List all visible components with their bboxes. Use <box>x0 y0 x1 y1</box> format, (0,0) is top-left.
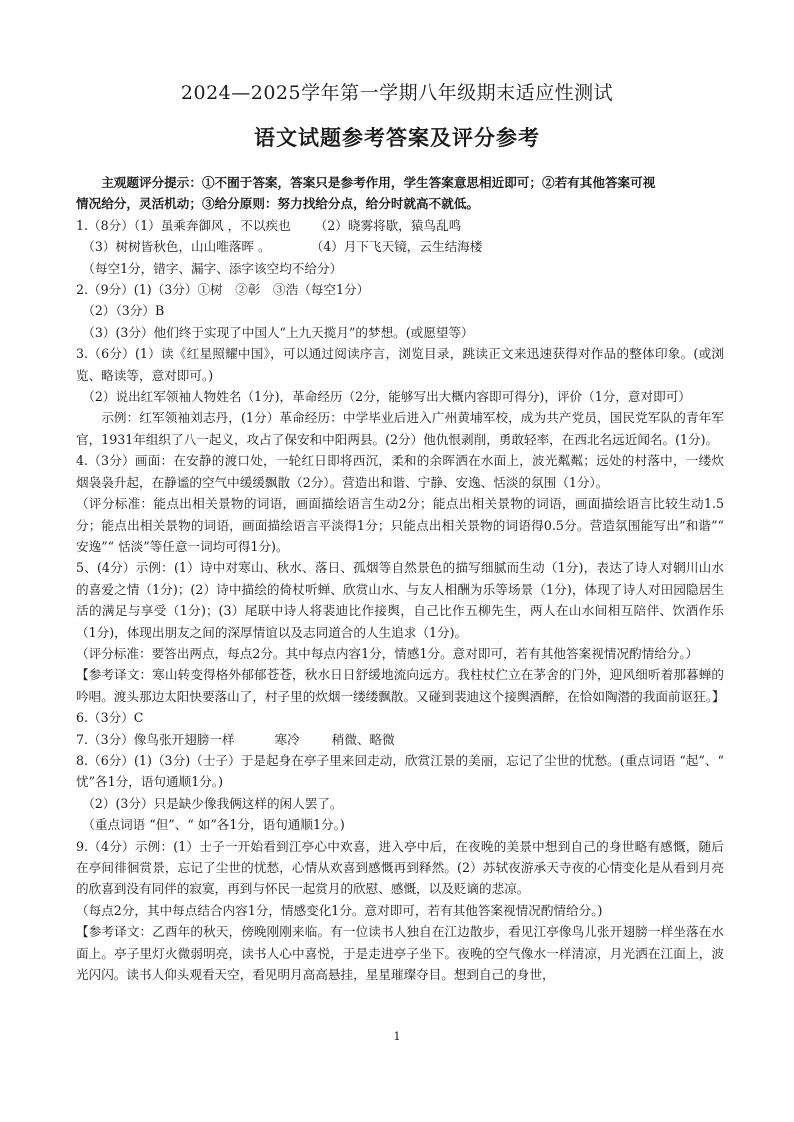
q9-translation: 【参考译文：乙酉年的秋天，傍晚刚刚来临。有一位读书人独自在江边散步，看见江亭像鸟儿张开翅膀一样坐落在水面上。亭子里灯火微弱明亮，读书人心中喜悦，于是走进亭子坐下。夜晚的空气像水一样清凉，月光洒在江面上，波光闪闪。读书人仰头观看天空，看见明月高高悬挂，星星璀璨夺目。想到自己的身世， <box>76 924 724 983</box>
exam-title: 2024—2025学年第一学期八年级期末适应性测试 <box>180 82 614 104</box>
scoring-notice-line2: 情况给分，灵活机动；③给分原则：努力找给分点，给分时就高不就低。 <box>76 196 479 212</box>
q1-line1 <box>76 215 724 236</box>
q2-line2: （2）（3分）B <box>82 303 165 319</box>
q7-line <box>76 729 724 750</box>
scoring-notice-line1: 主观题评分提示：①不囿于答案，答案只是参考作用，学生答案意思相近即可；②若有其他答案可视 <box>101 175 656 190</box>
page-number: 1 <box>393 1030 401 1043</box>
q5-translation: 【参考译文：寒山转变得格外郁郁苍苍，秋水日日舒缓地流向远方。我柱杖伫立在茅舍的门外，迎风细听着那暮蝉的吟唱。渡头那边太阳快要落山了，村子里的炊烟一缕缕飘散。又碰到裴迪这个接舆酒醉，在恰如陶潜的我面前讴狂。】 <box>76 667 725 704</box>
q8-line1: 8.（6分）(1)（3分)（士子）于是起身在亭子里来回走动，欣赏江景的美丽，忘记了尘世的忧愁。(重点词语 “起”、“ 忧”各1分，语句通顺1分。) <box>76 752 724 790</box>
answer-content <box>76 172 724 985</box>
q7-answer-3: 稍微、略微 <box>331 731 395 747</box>
q8-line2: （2）(3分）只是缺少像我俩这样的闲人罢了。 <box>82 795 343 811</box>
q9-line1: 9.（4分）示例：(1）士子一开始看到江亭心中欢喜，进入亭中后，在夜晚的美景中想到自己的身世略有感慨，随后在亭间徘徊赏景，忘记了尘世的忧愁，心情从欢喜到感慨再到释然。(2）苏轼夜游承天寺夜的心情变化是从看到月亮的欣喜到没有同伴的寂寞，再到与怀民一起赏月的欣慰、感慨，以及贬谪的悲凉。 <box>76 838 724 897</box>
q2-line1: 2.（9分）(1)（3分）①树 ②彰 ③浩（每空1分） <box>76 282 370 298</box>
q7-answer-2: 寒冷 <box>274 731 300 747</box>
document-subtitle: 语文试题参考答案及评分参考 <box>254 125 540 150</box>
q3-example: 示例：红军领袖刘志丹，(1分）革命经历：中学毕业后进入广州黄埔军校，成为共产党员，国民党军队的青年军官，1931年组织了八一起义，攻占了保安和中阳两县。(2分）他仇恨剥削，勇敢轻率，在西北名远近闻名。(1分)。 <box>76 410 724 447</box>
q1-scoring-note: （每空1分，错字、漏字、添字该空均不给分） <box>82 260 343 276</box>
q1-answer-1: 1.（8分）（1）虽乘奔御风 ，不以疾也 <box>76 217 291 233</box>
q5-scoring-note: （评分标准：要答出两点，每点2分。其中每点内容1分，情感1分。意对即可，若有其他答案视情况酌情给分。） <box>76 645 699 661</box>
q1-answer-2: （2）晓雾将歇，猿鸟乱鸣 <box>314 217 462 233</box>
q7-answer-1: 7.（3分）像鸟张开翅膀一样 <box>76 731 235 747</box>
q1-answer-4: （4）月下飞天镜，云生结海楼 <box>310 239 483 255</box>
q5-line1: 5、(4分）示例：(1）诗中对寒山、秋水、落日、孤烟等自然景色的描写细腻而生动（1分)，表达了诗人对辋川山水的喜爱之情（1分)；(2）诗中描绘的倚杖听蝉、欣赏山水、与友人相酬为乐等场景（1分)，体现了诗人对田园隐居生活的满足与享受（1分)；(3）尾联中诗人将裴迪比作接舆，自己比作五柳先生，两人在山水间相互陪伴、饮酒作乐（1分)，体现出朋友之间的深厚情谊以及志同道合的人生追求（1分)。 <box>76 560 724 640</box>
q9-scoring-note: （每点2分，其中每点结合内容1分，情感变化1分。意对即可，若有其他答案视情况酌情给分。) <box>76 902 603 918</box>
q3-line1: 3.（6分）(1）读《红星照耀中国》，可以通过阅读序言，浏览目录，跳读正文来迅速获得对作品的整体印象。(或浏览、略读等，意对即可。) <box>76 346 724 383</box>
q1-answer-3: （3）树树皆秋色，山山唯落晖 。 <box>82 239 271 255</box>
q1-line2 <box>76 236 724 257</box>
q3-line2: （2）说出红军领袖人物姓名（1分)，革命经历（2分，能够写出大概内容即可得分)，评价（1分，意对即可） <box>82 389 691 405</box>
q4-scoring-note: （评分标准：能点出相关景物的词语，画面描绘语言生动2分；能点出相关景物的词语，画面描绘语言比较生动1.5分；能点出相关景物的词语，画面描绘语言平淡得1分；只能点出相关景物的词语得0.5分。营造氛围能写出“和谐”“ 安逸”“ 恬淡”等任意一词均可得1分)。 <box>76 496 724 554</box>
q8-line3: （重点词语 “但”、“ 如”各1分，语句通顺1分。) <box>82 817 345 833</box>
q4-line1: 4.（3分）画面：在安静的渡口处，一轮红日即将西沉，柔和的余晖洒在水面上，波光粼粼；远处的村落中，一缕炊烟袅袅升起，在静谧的空气中缓缓飘散（2分）。营造出和谐、宁静、安逸、恬淡的氛围（1分）。 <box>76 453 724 490</box>
q6-line: 6.（3分）C <box>76 710 144 726</box>
q2-line3: （3）(3分）他们终于实现了中国人“上九天揽月”的梦想。(或愿望等） <box>82 324 474 340</box>
